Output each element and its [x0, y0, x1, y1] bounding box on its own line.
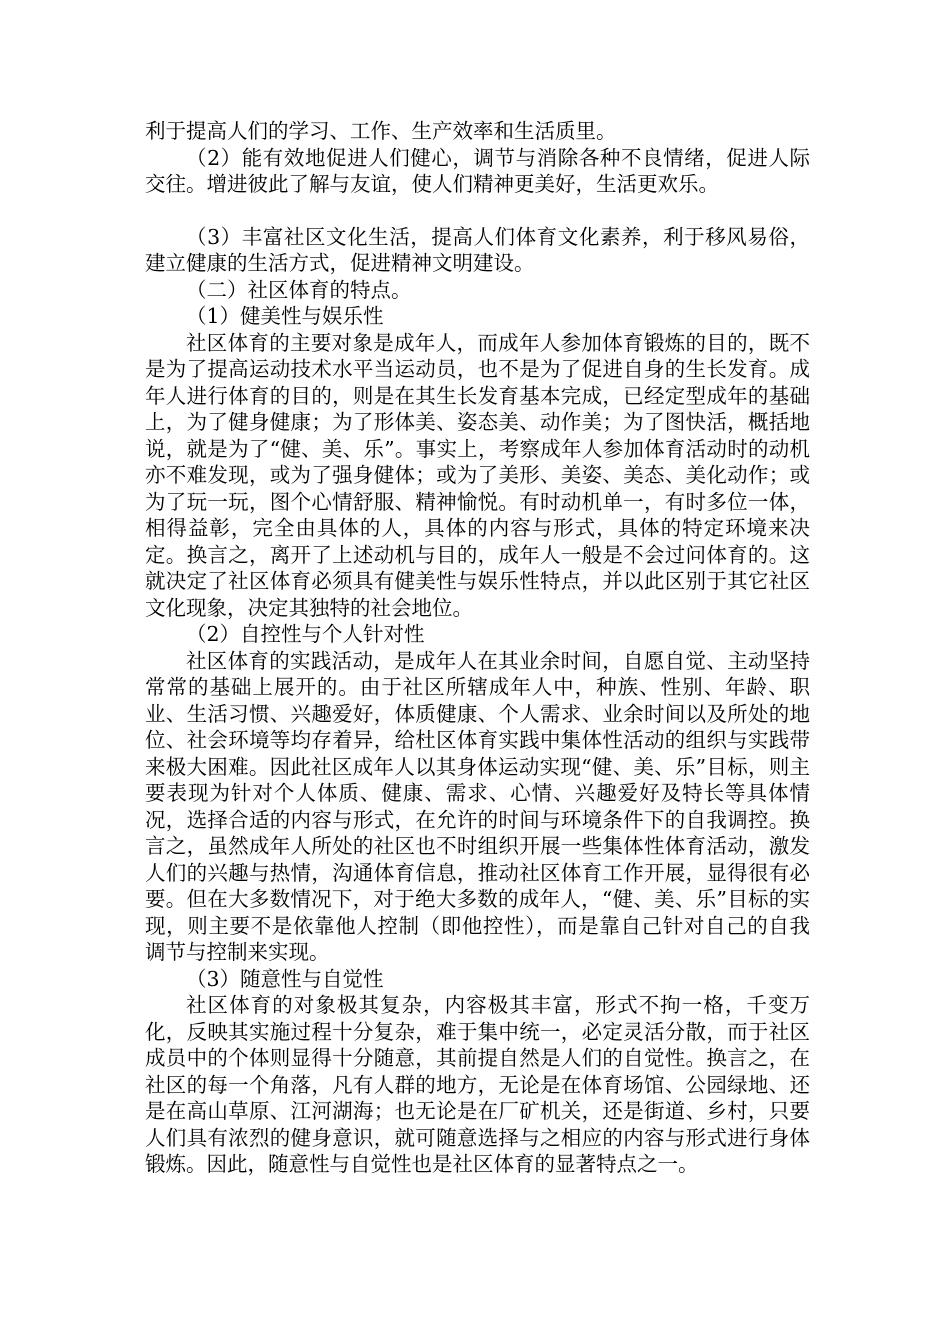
subheading-fitness-entertainment: （1）健美性与娱乐性	[186, 304, 384, 328]
paragraph-continuation: 利于提高人们的学习、工作、生产效率和生活质里。	[145, 119, 617, 143]
section-heading-features: （二）社区体育的特点。	[186, 277, 412, 302]
paragraph-point-2: （2）能有效地促进人们健心，调节与消除各种不良情绪，促进人际交往。增进彼此了解与友谊，使人们精神更美好，生活更欢乐。	[145, 145, 810, 196]
paragraph-fitness-entertainment: 社区体育的主要对象是成年人，而成年人参加体育锻炼的目的，既不是为了提高运动技术水平当运动员，也不是为了促进自身的生长发育。成年人进行体育的目的，则是在其生长发育基本完成，已经定型成年的基础上，为了健身健康；为了形体美、姿态美、动作美；为了图快活，概括地说，就是为了“健、美、乐”。事实上，考察成年人参加体育活动时的动机亦不难发现，或为了强身健体；或为了美形、美姿、美态、美化动作；或为了玩一玩，图个心情舒服、精神愉悦。有时动机单一，有时多位一体，相得益彰，完全由具体的人，具体的内容与形式，具体的特定环境来决定。换言之，离开了上述动机与目的，成年人一般是不会过问体育的。这就决定了社区体育必须具有健美性与娱乐性特点，并以此区别于其它社区文化现象，决定其独特的社会地位。	[145, 330, 810, 620]
paragraph-voluntary: 社区体育的对象极其复杂，内容极其丰富，形式不拘一格，千变万化，反映其实施过程十分复杂，难于集中统一，必定灵活分散，而于社区成员中的个体则显得十分随意，其前提自然是人们的自觉性。换言之，在社区的每一个角落，凡有人群的地方，无论是在体育场馆、公园绿地、还是在高山草原、江河湖海；也无论是在厂矿机关，还是街道、乡村，只要人们具有浓烈的健身意识，就可随意选择与之相应的内容与形式进行身体锻炼。因此，随意性与自觉性也是社区体育的显著特点之一。	[145, 993, 810, 1176]
paragraph-self-control: 社区体育的实践活动，是成年人在其业余时间，自愿自觉、主动坚持常常的基础上展开的。由于社区所辖成年人中，种族、性别、年龄、职业、生活习惯、兴趣爱好，体质健康、个人需求、业余时间以及所处的地位、社会环境等均存着异，给杜区体育实践中集体性活动的组织与实践带来极大困难。因此社区成年人以其身体运动实现“健、美、乐”目标，则主要表现为针对个人体质、健康、需求、心情、兴趣爱好及特长等具体情况，选择合适的内容与形式，在允许的时间与环境条件下的自我调控。换言之，虽然成年人所处的社区也不时组织开展一些集体性体育活动，激发人们的兴趣与热情，沟通体育信息，推动社区体育工作开展，显得很有必要。但在大多数情况下，对于绝大多数的成年人，“健、美、乐”目标的实现，则主要不是依靠他人控制（即他控性），而是靠自己针对自己的自我调节与控制来实现。	[145, 648, 810, 964]
paragraph-point-3: （3）丰富社区文化生活，提高人们体育文化素养，利于移风易俗，建立健康的生活方式，促进精神文明建设。	[145, 224, 810, 275]
document-body	[145, 118, 810, 1178]
subheading-self-control: （2）自控性与个人针对性	[186, 622, 425, 646]
subheading-voluntary: （3）随意性与自觉性	[186, 966, 384, 991]
